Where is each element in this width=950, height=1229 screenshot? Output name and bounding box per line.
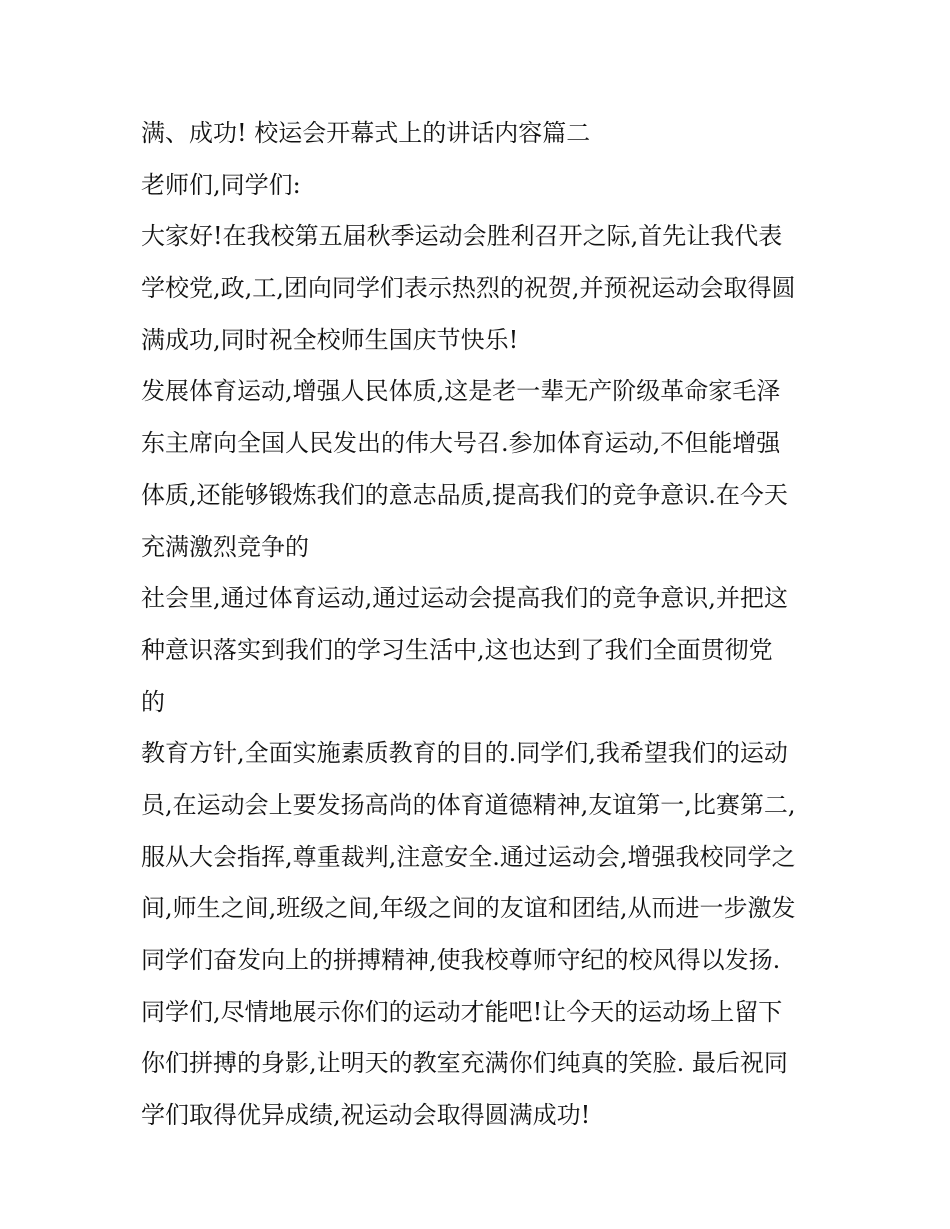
text-line: 种意识落实到我们的学习生活中,这也达到了我们全面贯彻党 — [141, 635, 773, 664]
text-line: 学们取得优异成绩,祝运动会取得圆满成功! — [141, 1101, 591, 1130]
text-line: 充满激烈竞争的 — [141, 532, 309, 561]
text-line: 满成功,同时祝全校师生国庆节快乐! — [141, 325, 519, 354]
text-line: 学校党,政,工,团向同学们表示热烈的祝贺,并预祝运动会取得圆 — [141, 274, 796, 303]
text-line-salutation: 老师们,同学们: — [141, 170, 301, 199]
text-line: 间,师生之间,班级之间,年级之间的友谊和团结,从而进一步激发 — [141, 894, 796, 923]
text-line: 东主席向全国人民发出的伟大号召.参加体育运动,不但能增强 — [141, 429, 781, 458]
text-line: 发展体育运动,增强人民体质,这是老一辈无产阶级革命家毛泽 — [141, 377, 781, 406]
text-line: 同学们,尽情地展示你们的运动才能吧!让今天的运动场上留下 — [141, 997, 783, 1026]
text-line: 教育方针,全面实施素质教育的目的.同学们,我希望我们的运动 — [141, 739, 788, 768]
text-line: 同学们奋发向上的拼搏精神,使我校尊师守纪的校风得以发扬. — [141, 946, 781, 974]
text-line: 体质,还能够锻炼我们的意志品质,提高我们的竞争意识.在今天 — [141, 480, 788, 509]
speech-text — [141, 108, 821, 1142]
text-line: 员,在运动会上要发扬高尚的体育道德精神,友谊第一,比赛第二, — [141, 790, 796, 819]
text-line: 你们拼搏的身影,让明天的教室充满你们纯真的笑脸. 最后祝同 — [141, 1049, 788, 1078]
text-line: 社会里,通过体育运动,通过运动会提高我们的竞争意识,并把这 — [141, 584, 788, 613]
text-line: 大家好!在我校第五届秋季运动会胜利召开之际,首先让我代表 — [141, 222, 783, 251]
text-line-header: 满、成功! 校运会开幕式上的讲话内容篇二 — [141, 119, 591, 147]
text-line: 服从大会指挥,尊重裁判,注意安全.通过运动会,增强我校同学之 — [141, 842, 796, 871]
text-line: 的 — [141, 687, 165, 716]
